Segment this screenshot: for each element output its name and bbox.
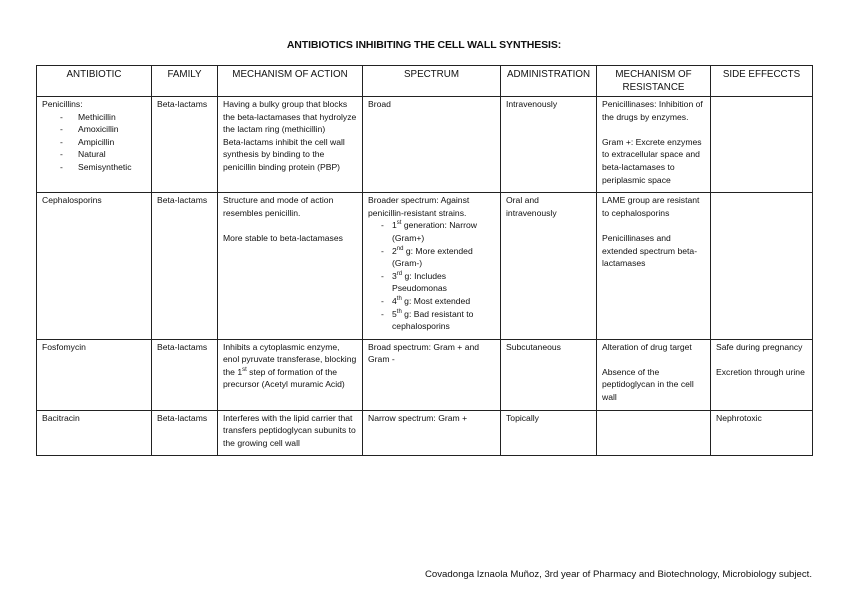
resistance-text: Penicillinases: Inhibition of the drugs by enzymes.	[602, 99, 703, 122]
cell-side-effects	[711, 339, 813, 410]
cell-administration: Oral and intravenously	[501, 193, 597, 340]
side-effect-text: Excretion through urine	[716, 366, 805, 377]
cell-resistance	[597, 410, 711, 456]
generation-item	[368, 308, 495, 333]
page-title: ANTIBIOTICS INHIBITING THE CELL WALL SYNTHESIS:	[286, 39, 562, 51]
resistance-text: Absence of the peptidoglycan in the cell wall	[602, 366, 694, 403]
resistance-text: LAME group are resistant to cephalosporins	[602, 195, 700, 218]
cell-side-effects	[711, 97, 813, 193]
cell-resistance	[597, 339, 711, 410]
table-row-penicillins	[37, 97, 813, 193]
subtype-item: - Ampicillin	[42, 136, 146, 149]
header-resistance: MECHANISM OF RESISTANCE	[597, 66, 711, 97]
cell-mechanism: Interferes with the lipid carrier that transfers peptidoglycan subunits to the growing cell wall	[218, 410, 363, 456]
subtype-item: - Natural	[42, 148, 146, 161]
resistance-text: Penicillinases and extended spectrum beta-lactamases	[602, 232, 698, 269]
cell-antibiotic: Cephalosporins	[37, 193, 152, 340]
header-administration: ADMINISTRATION	[501, 66, 597, 97]
generation-number: 2	[392, 245, 397, 256]
generation-item	[368, 270, 495, 295]
cell-family: Beta-lactams	[152, 339, 218, 410]
table-row-fosfomycin	[37, 339, 813, 410]
header-row	[37, 66, 813, 97]
mechanism-ordinal: st	[242, 366, 247, 373]
cell-mechanism	[218, 339, 363, 410]
cell-administration: Intravenously	[501, 97, 597, 193]
generation-text: g: Includes Pseudomonas	[392, 270, 447, 294]
resistance-text: Gram +: Excrete enzymes to extracellular space and beta-lactamases to periplasmic space	[602, 136, 702, 185]
cell-resistance	[597, 193, 711, 340]
mechanism-text: Having a bulky group that blocks the beta-lactamases that hydrolyze the lactam ring (methicillin)	[223, 99, 357, 135]
cell-spectrum: Broad	[363, 97, 501, 193]
generation-ordinal: rd	[396, 270, 403, 277]
generation-item	[368, 295, 495, 308]
generation-list	[368, 219, 495, 332]
cell-spectrum: Broad spectrum: Gram + and Gram -	[363, 339, 501, 410]
generation-text: g: Bad resistant to cephalosporins	[392, 308, 474, 332]
subtype-item: - Methicillin	[42, 111, 146, 124]
generation-item	[368, 245, 495, 270]
cell-mechanism	[218, 97, 363, 193]
generation-number: 5	[392, 308, 397, 319]
mechanism-text: More stable to beta-lactamases	[223, 232, 343, 243]
table-row-bacitracin	[37, 410, 813, 456]
generation-ordinal: th	[396, 308, 402, 315]
generation-ordinal: th	[396, 295, 402, 302]
mechanism-text: step of formation of the precursor (Acetyl muramic Acid)	[223, 366, 345, 390]
antibiotic-name: Penicillins:	[42, 99, 83, 109]
cell-spectrum: Narrow spectrum: Gram +	[363, 410, 501, 456]
cell-family: Beta-lactams	[152, 97, 218, 193]
cell-mechanism	[218, 193, 363, 340]
generation-number: 3	[392, 270, 397, 281]
header-family: FAMILY	[152, 66, 218, 97]
cell-spectrum	[363, 193, 501, 340]
generation-ordinal: st	[396, 220, 402, 227]
cell-family: Beta-lactams	[152, 410, 218, 456]
cell-administration: Subcutaneous	[501, 339, 597, 410]
cell-antibiotic: Bacitracin	[37, 410, 152, 456]
footer-author: Covadonga Iznaola Muñoz, 3rd year of Pharmacy and Biotechnology, Microbiology subject.	[425, 569, 812, 580]
header-antibiotic: ANTIBIOTIC	[37, 66, 152, 97]
header-mechanism: MECHANISM OF ACTION	[218, 66, 363, 97]
cell-family: Beta-lactams	[152, 193, 218, 340]
table-row-cephalosporins	[37, 193, 813, 340]
cell-antibiotic	[37, 97, 152, 193]
generation-text: g: Most extended	[401, 295, 471, 306]
cell-antibiotic: Fosfomycin	[37, 339, 152, 410]
penicillin-subtypes	[42, 111, 146, 174]
header-spectrum: SPECTRUM	[363, 66, 501, 97]
mechanism-text: Inhibits a cytoplasmic enzyme, enol pyruvate transferase, blocking the 1	[223, 341, 357, 377]
cell-side-effects	[711, 193, 813, 340]
generation-number: 1	[392, 220, 397, 231]
resistance-text: Alteration of drug target	[602, 341, 692, 352]
mechanism-text: Beta-lactams inhibit the cell wall synthesis by binding to the penicillin binding protein (PBP)	[223, 136, 345, 172]
subtype-item: - Semisynthetic	[42, 161, 146, 174]
antibiotics-table	[36, 65, 813, 456]
subtype-item: - Amoxicillin	[42, 123, 146, 136]
cell-administration: Topically	[501, 410, 597, 456]
generation-text: g: More extended (Gram-)	[392, 245, 473, 269]
cell-side-effects: Nephrotoxic	[711, 410, 813, 456]
side-effect-text: Safe during pregnancy	[716, 341, 803, 352]
generation-item	[368, 219, 495, 244]
header-side-effects: SIDE EFFECCTS	[711, 66, 813, 97]
generation-ordinal: nd	[396, 245, 404, 252]
mechanism-text: Structure and mode of action resembles penicillin.	[223, 195, 334, 218]
generation-text: generation: Narrow (Gram+)	[392, 220, 477, 243]
cell-resistance	[597, 97, 711, 193]
generation-number: 4	[392, 295, 397, 306]
spectrum-text: Broader spectrum: Against penicillin-resistant strains.	[368, 195, 470, 218]
